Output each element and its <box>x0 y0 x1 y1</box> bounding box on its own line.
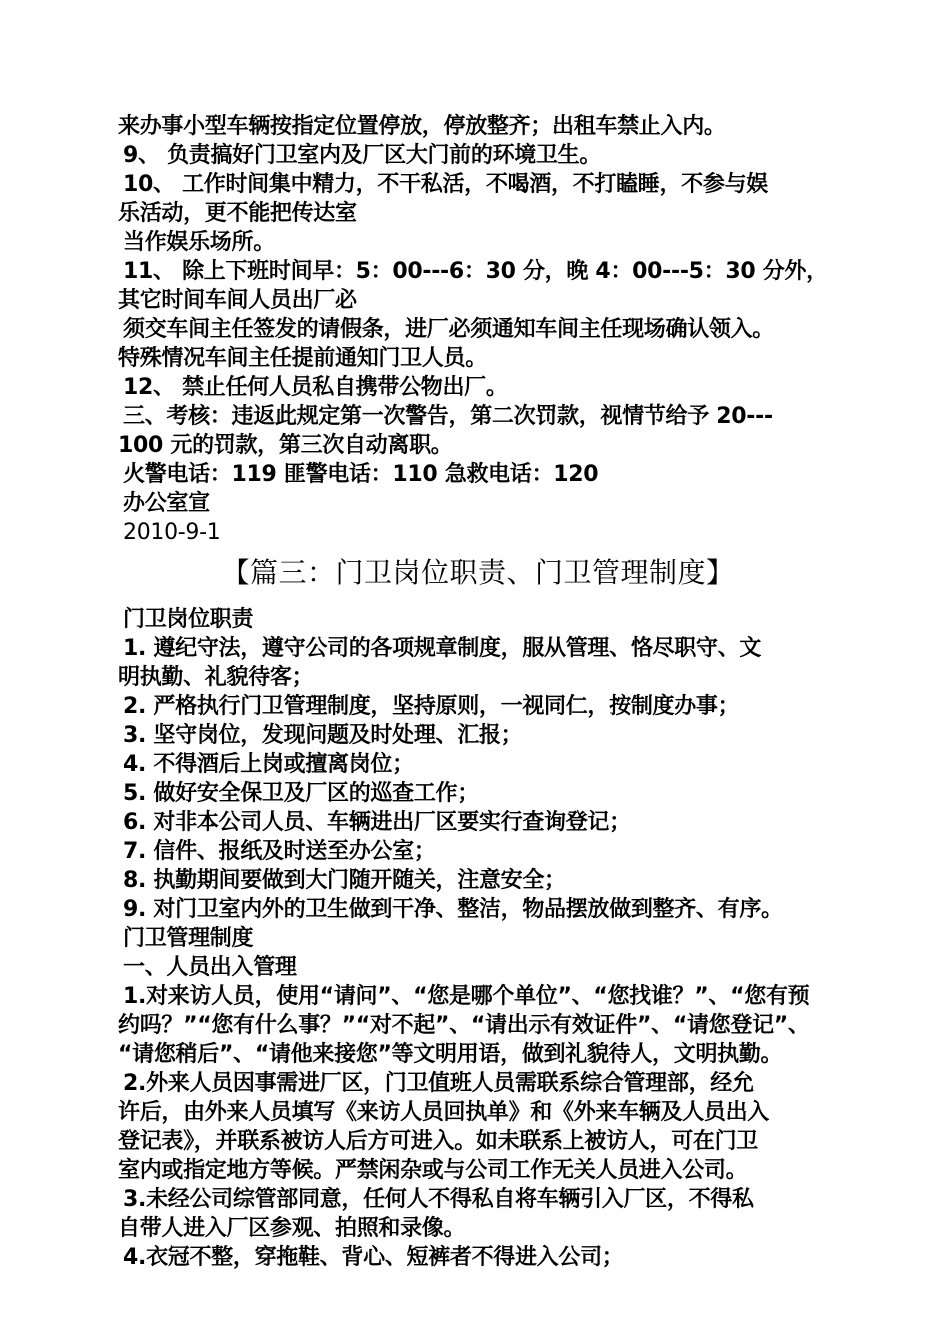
text-line: “请您稍后”、“请他来接您”等文明用语，做到礼貌待人，文明执勤。 <box>118 1042 783 1067</box>
text-line: 1. 遵纪守法，遵守公司的各项规章制度，服从管理、恪尽职守、文 <box>123 636 762 661</box>
text-line: 7. 信件、报纸及时送至办公室； <box>123 839 436 864</box>
subsection-title: 门卫管理制度 <box>123 926 254 951</box>
section-heading: 【篇三：门卫岗位职责、门卫管理制度】 <box>221 556 735 589</box>
text-line: 其它时间车间人员出厂必 <box>118 288 357 313</box>
issuer: 办公室宣 <box>123 491 210 516</box>
text-line: 三、考核：违返此规定第一次警告，第二次罚款，视情节给予 20--- <box>123 404 773 429</box>
text-line: 11、 除上下班时间早：5：00---6：30 分，晚 4：00---5：30 分外， <box>123 259 828 284</box>
text-line: 须交车间主任签发的请假条，进厂必须通知车间主任现场确认领入。 <box>123 317 775 342</box>
text-line: 8. 执勤期间要做到大门随开随关，注意安全； <box>123 868 566 893</box>
text-line: 12、 禁止任何人员私自携带公物出厂。 <box>123 375 508 400</box>
document-body <box>118 112 838 1272</box>
text-line: 5. 做好安全保卫及厂区的巡查工作； <box>123 781 479 806</box>
text-line: 6. 对非本公司人员、车辆进出厂区要实行查询登记； <box>123 810 631 835</box>
text-line: 明执勤、礼貌待客； <box>118 665 314 690</box>
text-line: 登记表》，并联系被访人后方可进入。如未联系上被访人，可在门卫 <box>118 1129 759 1154</box>
issue-date: 2010-9-1 <box>123 520 221 545</box>
text-line: 约吗？”“您有什么事？”“对不起”、“请出示有效证件”、“请您登记”、 <box>118 1013 810 1038</box>
text-line: 2.外来人员因事需进厂区，门卫值班人员需联系综合管理部，经允 <box>123 1071 754 1096</box>
text-line: 乐活动，更不能把传达室 <box>118 201 357 226</box>
text-line: 2. 严格执行门卫管理制度，坚持原则，一视同仁，按制度办事； <box>123 694 740 719</box>
text-line: 来办事小型车辆按指定位置停放，停放整齐；出租车禁止入内。 <box>118 114 726 139</box>
subsection-title: 一、人员出入管理 <box>123 955 297 980</box>
text-line: 特殊情况车间主任提前通知门卫人员。 <box>118 346 487 371</box>
text-line: 4. 不得酒后上岗或擅离岗位； <box>123 752 414 777</box>
text-line: 3. 坚守岗位，发现问题及时处理、汇报； <box>123 723 523 748</box>
text-line: 自带人进入厂区参观、拍照和录像。 <box>118 1216 466 1241</box>
text-line: 9、 负责搞好门卫室内及厂区大门前的环境卫生。 <box>123 143 602 168</box>
text-line: 3.未经公司综管部同意，任何人不得私自将车辆引入厂区，不得私 <box>123 1187 754 1212</box>
text-line: 许后，由外来人员填写《来访人员回执单》和《外来车辆及人员出入 <box>118 1100 770 1125</box>
text-line: 1.对来访人员，使用“请问”、“您是哪个单位”、“您找谁？”、“您有预 <box>123 984 810 1009</box>
text-line: 4.衣冠不整，穿拖鞋、背心、短裤者不得进入公司； <box>123 1245 624 1270</box>
subsection-title: 门卫岗位职责 <box>123 607 254 632</box>
text-line: 室内或指定地方等候。严禁闲杂或与公司工作无关人员进入公司。 <box>118 1158 748 1183</box>
text-line: 10、 工作时间集中精力，不干私活，不喝酒，不打瞌睡，不参与娱 <box>123 172 768 197</box>
emergency-phones: 火警电话：119 匪警电话：110 急救电话：120 <box>123 462 599 487</box>
text-line: 9. 对门卫室内外的卫生做到干净、整洁，物品摆放做到整齐、有序。 <box>123 897 783 922</box>
text-line: 100 元的罚款，第三次自动离职。 <box>118 433 453 458</box>
text-line: 当作娱乐场所。 <box>123 230 275 255</box>
